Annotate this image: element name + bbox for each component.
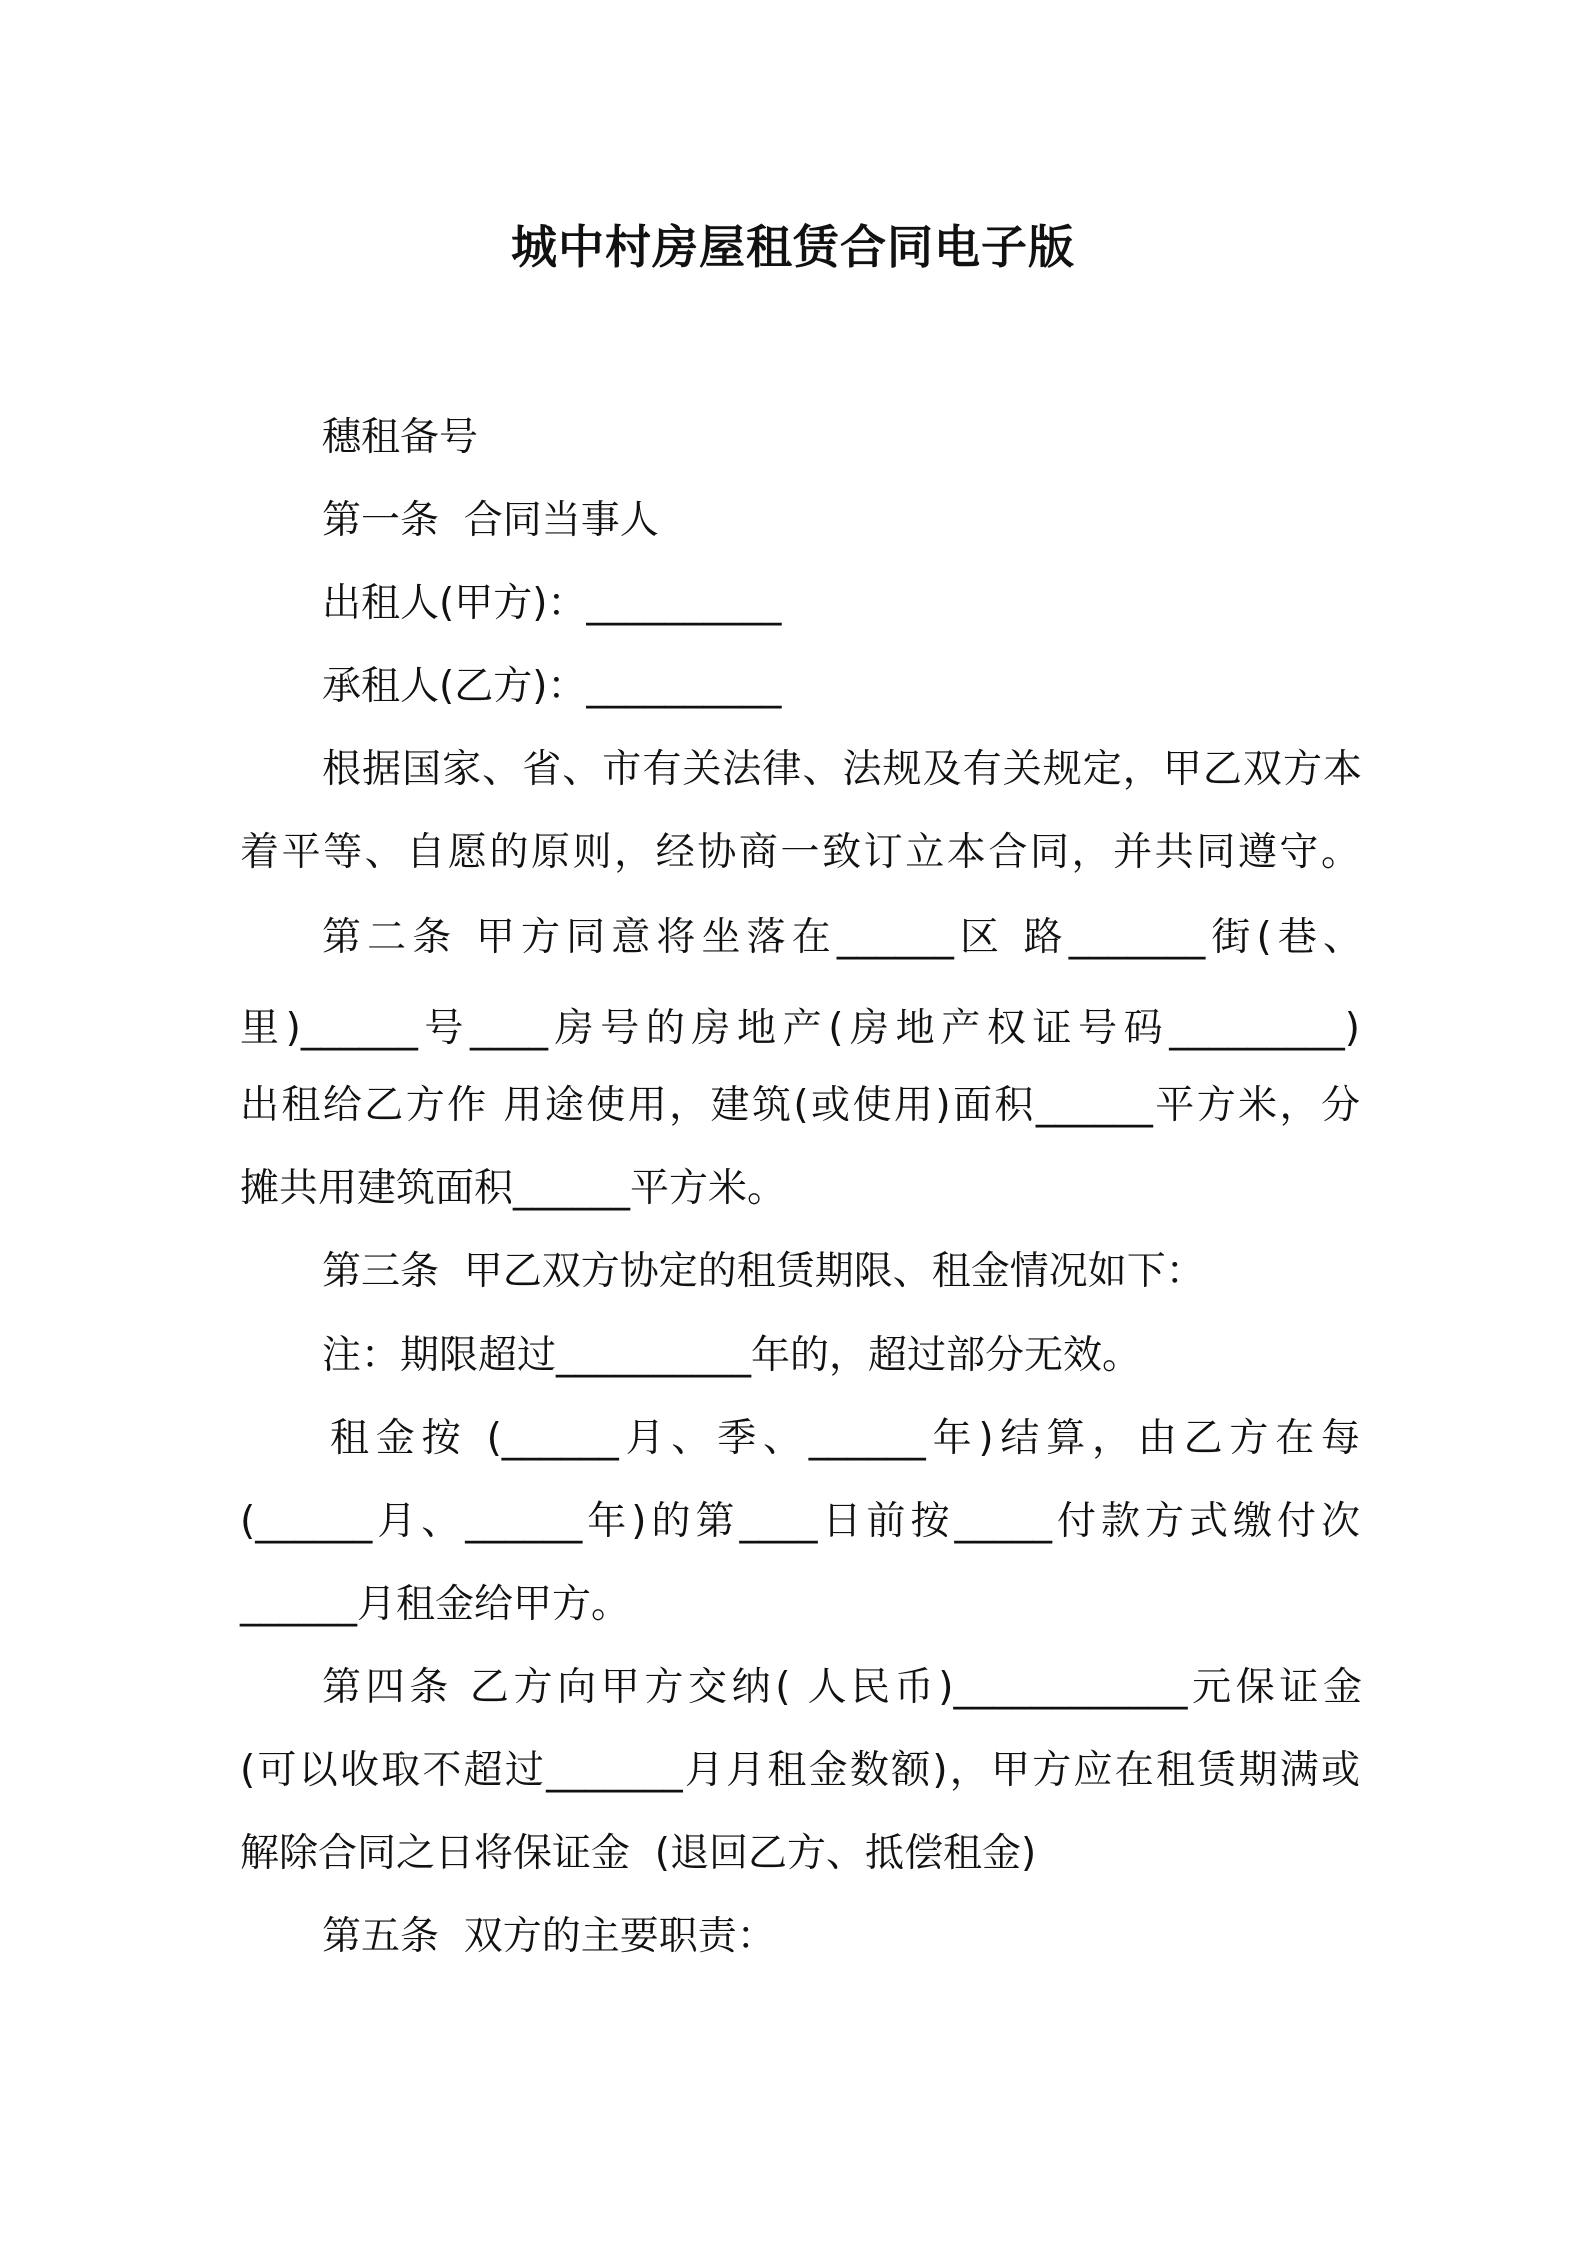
term-note-line: 注：期限超过__________年的，超过部分无效。 [322, 1333, 1142, 1378]
article-2-line-2: 里)______号____房号的房地产(房地产权证号码_________) [240, 1006, 1360, 1051]
lessor-line: 出租人(甲方)：__________ [322, 581, 782, 626]
article-2-line-3: 出租给乙方作 用途使用，建筑(或使用)面积______平方米，分 [240, 1083, 1360, 1128]
filing-number-line: 穗租备号 [322, 415, 479, 460]
lessee-line: 承租人(乙方)：__________ [322, 664, 782, 709]
preamble-line-1: 根据国家、省、市有关法律、法规及有关规定，甲乙双方本 [322, 747, 1362, 792]
article-4-line-1: 第四条 乙方向甲方交纳( 人民币)____________元保证金 [322, 1665, 1362, 1710]
preamble-line-2: 着平等、自愿的原则，经协商一致订立本合同，并共同遵守。 [240, 830, 1360, 875]
rent-line-3: ______月租金给甲方。 [240, 1582, 631, 1627]
article-2-line-1: 第二条 甲方同意将坐落在______区 路_______街(巷、 [322, 915, 1362, 960]
rent-line-2: (______月、______年)的第____日前按_____付款方式缴付次 [240, 1499, 1360, 1544]
article-5-heading: 第五条 双方的主要职责： [322, 1914, 776, 1959]
document-title: 城中村房屋租赁合同电子版 [511, 220, 1075, 274]
article-4-line-3: 解除合同之日将保证金 (退回乙方、抵偿租金) [240, 1831, 1037, 1876]
article-3-heading: 第三条 甲乙双方协定的租赁期限、租金情况如下： [322, 1249, 1205, 1294]
article-1-heading: 第一条 合同当事人 [322, 498, 659, 543]
article-4-line-2: (可以收取不超过_______月月租金数额)，甲方应在租赁期满或 [240, 1748, 1360, 1793]
rent-line-1: 租金按 (______月、季、______年)结算，由乙方在每 [330, 1416, 1360, 1461]
article-2-line-4: 摊共用建筑面积______平方米。 [240, 1166, 787, 1211]
